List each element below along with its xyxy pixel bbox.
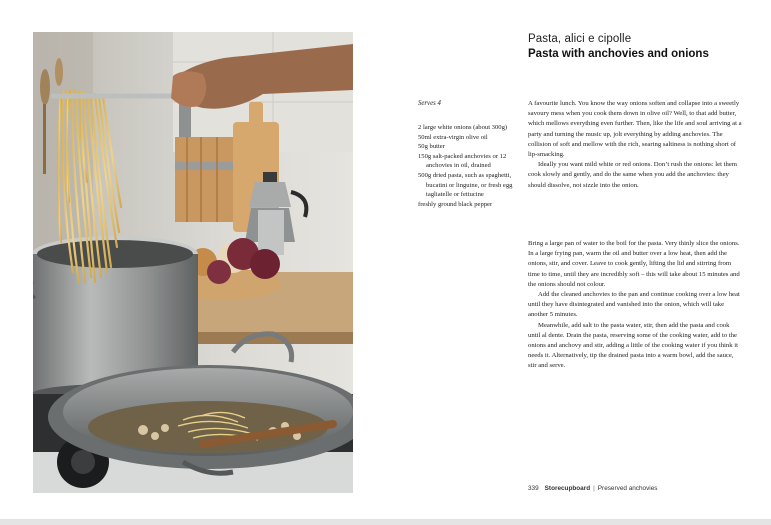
recipe-intro xyxy=(528,99,743,191)
ingredient-item: 50g butter xyxy=(418,143,445,151)
page-footer xyxy=(528,485,657,492)
serves-label: Serves 4 xyxy=(418,100,441,107)
recipe-title-english: Pasta with anchovies and onions xyxy=(528,48,709,60)
intro-paragraph: A favourite lunch. You know the way onions soften and collapse into a sweetly savoury mess when you cook them down in olive oil? Well, to that add butter, which mellows everything even further. Then, like the life and soul arriving at a party and turning the music up, jolt everything by adding anchovies. The collision of soft and mellow with the rich, searing saltiness is nothing short of lip-smacking. xyxy=(528,100,742,159)
recipe-photo xyxy=(33,32,353,493)
method-paragraph: Meanwhile, add salt to the pasta water, stir, then add the pasta and cook until al dente. Drain the pasta, reserving some of the cooking water, add to the onions and anchovy and stir, adding a little of the cooking water if you think it needs it. Alternatively, tip the drained pasta into a warm bowl, add the sauce, stir and serve. xyxy=(528,321,738,370)
intro-paragraph: Ideally you want mild white or red onions. Don’t rush the onions: let them cook slowly and gently, and do the same when you add the anchovies: they should dissolve, not sizzle into the onion. xyxy=(528,161,737,189)
recipe-method xyxy=(528,239,743,372)
viewer-bottom-bar xyxy=(0,519,771,525)
ingredient-item: 50ml extra-virgin olive oil xyxy=(418,133,488,141)
footer-subsection: Preserved anchovies xyxy=(597,485,658,492)
ingredient-item: freshly ground black pepper xyxy=(418,200,493,208)
method-paragraph: Bring a large pan of water to the boil for the pasta. Very thinly slice the onions. In a large frying pan, warm the oil and butter over a low heat, then add the onions, stir, and cover. Leave to cook gently, lifting the lid and stirring from time to time, until they are incredibly soft – this will take about 15 minutes and the onions should not colour. xyxy=(528,240,740,288)
footer-section: Storecupboard xyxy=(544,485,591,492)
footer-separator: | xyxy=(593,485,595,492)
recipe-title-italian: Pasta, alici e cipolle xyxy=(528,33,632,45)
ingredient-list xyxy=(418,123,518,209)
page-number: 339 xyxy=(528,485,539,492)
method-paragraph: Add the cleaned anchovies to the pan and continue cooking over a low heat until they have disintegrated and vanished into the onion, which will take another 5 minutes. xyxy=(528,291,740,319)
ingredient-item: 150g salt-packed anchovies or 12 anchovies in oil, drained xyxy=(418,152,507,170)
ingredient-item: 2 large white onions (about 300g) xyxy=(418,124,508,131)
ingredient-item: 500g dried pasta, such as spaghetti, bucatini or linguine, or fresh egg tagliatelle or fettucine xyxy=(418,171,513,199)
